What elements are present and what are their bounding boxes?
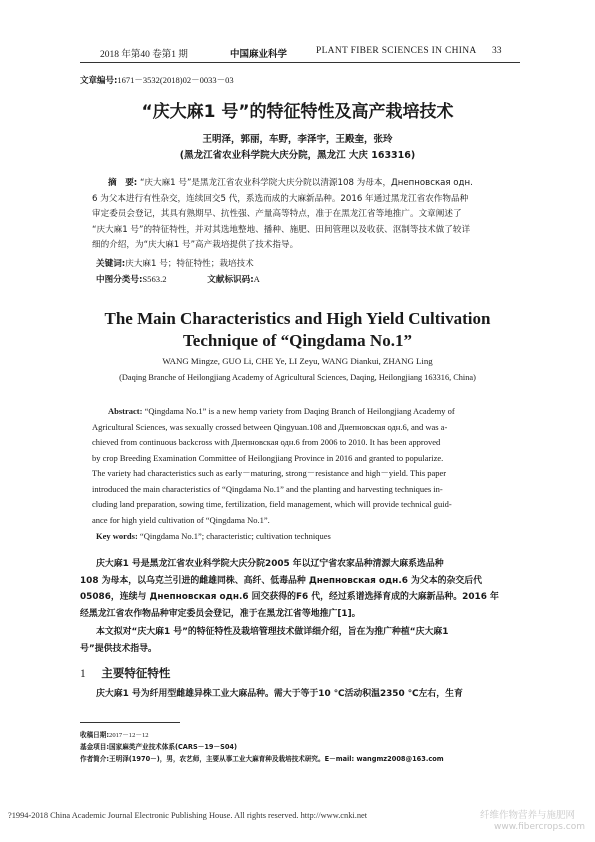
abstract-en-line: Agricultural Sciences, was sexually crossed between Qingyuan.108 and Днепновская одн.6, and was a- [92, 421, 448, 432]
section-title: 主要特征特性 [101, 666, 171, 680]
footnote-rule [80, 722, 180, 723]
header-journal-cn: 中国麻业科学 [230, 49, 288, 60]
fund-value: 国家麻类产业技术体系(CARS－19－S04) [109, 743, 238, 751]
footnote-received [80, 729, 149, 739]
authors-en: WANG Mingze, GUO Li, CHE Ye, LI Zeyu, WANG Diankui, ZHANG Ling [162, 356, 433, 366]
header-rule [80, 62, 520, 63]
body-line: 庆大麻1 号为纤用型雌雄异株工业大麻品种。需大于等于10 ℃活动积温2350 ℃左右，生育 [96, 689, 463, 699]
abstract-en-line: ance for high yield cultivation of “Qingdama No.1”. [92, 514, 270, 525]
body-line: 经黑龙江省农作物品种审定委员会登记，准于在黑龙江省等地推广[1]。 [80, 608, 361, 619]
affiliation-cn: (黑龙江省农业科学院大庆分院，黑龙江 大庆 163316) [179, 150, 416, 161]
doc-code-value: A [253, 274, 260, 284]
abstract-en-line: chieved from continuous backcross with Днепновская одн.6 from 2006 to 2010. It has been approved [92, 437, 441, 447]
watermark-url: www.fibercrops.com [494, 822, 585, 832]
affiliation-en: (Daqing Branche of Heilongjiang Academy of Agricultural Sciences, Daqing, Heilongjiang 163316, China) [119, 373, 476, 382]
header-journal-en: PLANT FIBER SCIENCES IN CHINA [316, 46, 477, 56]
header-page-number: 33 [492, 46, 502, 56]
section-number: 1 [80, 668, 86, 680]
abstract-cn-line: “庆大麻1 号”是黑龙江省农业科学院大庆分院以清源108 为母本，Днепновская одн. [139, 178, 473, 188]
received-date: 2017－12－12 [109, 732, 149, 739]
abstract-cn-line: “庆大麻1 号”的特征特性，并对其选地整地、播种、施肥、田间管理以及收获、沤制等技术做了较详 [92, 224, 471, 235]
article-number-label: 文章编号: [80, 76, 118, 86]
footnote-author [80, 753, 444, 763]
keywords-cn [96, 257, 254, 269]
doc-code-label: 文献标识码: [207, 275, 254, 285]
body-line: 108 为母本，以乌克兰引进的雌雄同株、高纤、低毒品种 Днепновская одн.6 为父本的杂交后代 [80, 575, 482, 586]
keywords-en-label: Key words: [96, 531, 138, 541]
authors-cn: 王明泽，郭丽，车野，李泽宇，王殿奎，张玲 [202, 134, 393, 145]
fund-label: 基金项目: [80, 743, 110, 751]
author-value: 王明泽(1970－)，男，农艺师，主要从事工业大麻育种及栽培技术研究。E－mail: wangmz2008@163.com [109, 755, 444, 763]
body-paragraph-3 [80, 686, 520, 703]
keywords-en-value: “Qingdama No.1”; characteristic; cultivation techniques [139, 531, 331, 541]
abstract-cn-line: 审定委员会登记，其具有熟期早、抗性强、产量高等特点，准于在黑龙江省等地推广。文章阐述了 [92, 209, 462, 219]
header-issue: 2018 年第40 卷第1 期 [100, 50, 188, 60]
body-paragraph-1 [80, 556, 520, 622]
abstract-cn-line: 6 为父本进行有性杂交，连续回交5 代，系选而成的大麻新品种。2016 年通过黑龙江省农作物品种 [92, 193, 469, 204]
received-label: 收稿日期: [80, 731, 110, 739]
keywords-cn-value: 庆大麻1 号；特征特性；栽培技术 [125, 259, 254, 269]
abstract-en-label: Abstract: [108, 406, 143, 416]
keywords-cn-label: 关键词: [96, 259, 126, 269]
abstract-cn-line: 细的介绍，为“庆大麻1 号”高产栽培提供了技术指导。 [92, 240, 299, 250]
abstract-en-line: cluding land preparation, sowing time, fertilization, field management, which will provide technical guid- [92, 499, 452, 509]
clc-label: 中图分类号: [96, 275, 143, 285]
abstract-en-line: The variety had characteristics such as early－maturing, strong－resistance and high－yield. This paper [92, 468, 447, 478]
body-line: 庆大麻1 号是黑龙江省农业科学院大庆分院2005 年以辽宁省农家品种清源大麻系选品种 [96, 559, 444, 569]
copyright-footer: ?1994-2018 China Academic Journal Electronic Publishing House. All rights reserved. http://www.cnki.net [8, 811, 368, 820]
article-number [80, 74, 234, 86]
body-line: 号”提供技术指导。 [80, 643, 157, 654]
classification-line [96, 273, 260, 285]
abstract-cn-label: 摘 要: [108, 178, 138, 188]
author-label: 作者简介: [80, 755, 110, 763]
abstract-en-line: “Qingdama No.1” is a new hemp variety from Daqing Branch of Heilongjiang Academy of [144, 406, 455, 416]
abstract-cn [92, 176, 515, 254]
keywords-en [96, 531, 331, 541]
title-en-line-2: Technique of “Qingdama No.1” [183, 331, 412, 350]
section-heading-1 [80, 665, 170, 681]
title-en-line-1: The Main Characteristics and High Yield Cultivation [104, 309, 491, 328]
clc-value: S563.2 [142, 274, 167, 284]
watermark-text: 纤维作物营养与施肥网 [480, 810, 576, 821]
article-number-value: 1671－3532(2018)02－0033－03 [117, 75, 234, 85]
footnote-fund [80, 741, 237, 751]
abstract-en [92, 404, 515, 528]
abstract-en-line: by crop Breeding Examination Committee of Heilongjiang Province in 2016 and granted to popularize. [92, 452, 444, 463]
body-line: 本文拟对“庆大麻1 号”的特征特性及栽培管理技术做详细介绍，旨在为推广种植“庆大麻1 [96, 627, 449, 637]
title-cn: “庆大麻1 号”的特征特性及高产栽培技术 [141, 102, 454, 122]
body-line: 05086，连续与 Днепновская одн.6 回交获得的F6 代，经过系谱选择育成的大麻新品种。2016 年 [80, 592, 499, 602]
body-paragraph-2 [80, 624, 520, 657]
abstract-en-line: introduced the main characteristics of “Qingdama No.1” and the planting and harvesting techniques in- [92, 483, 443, 494]
